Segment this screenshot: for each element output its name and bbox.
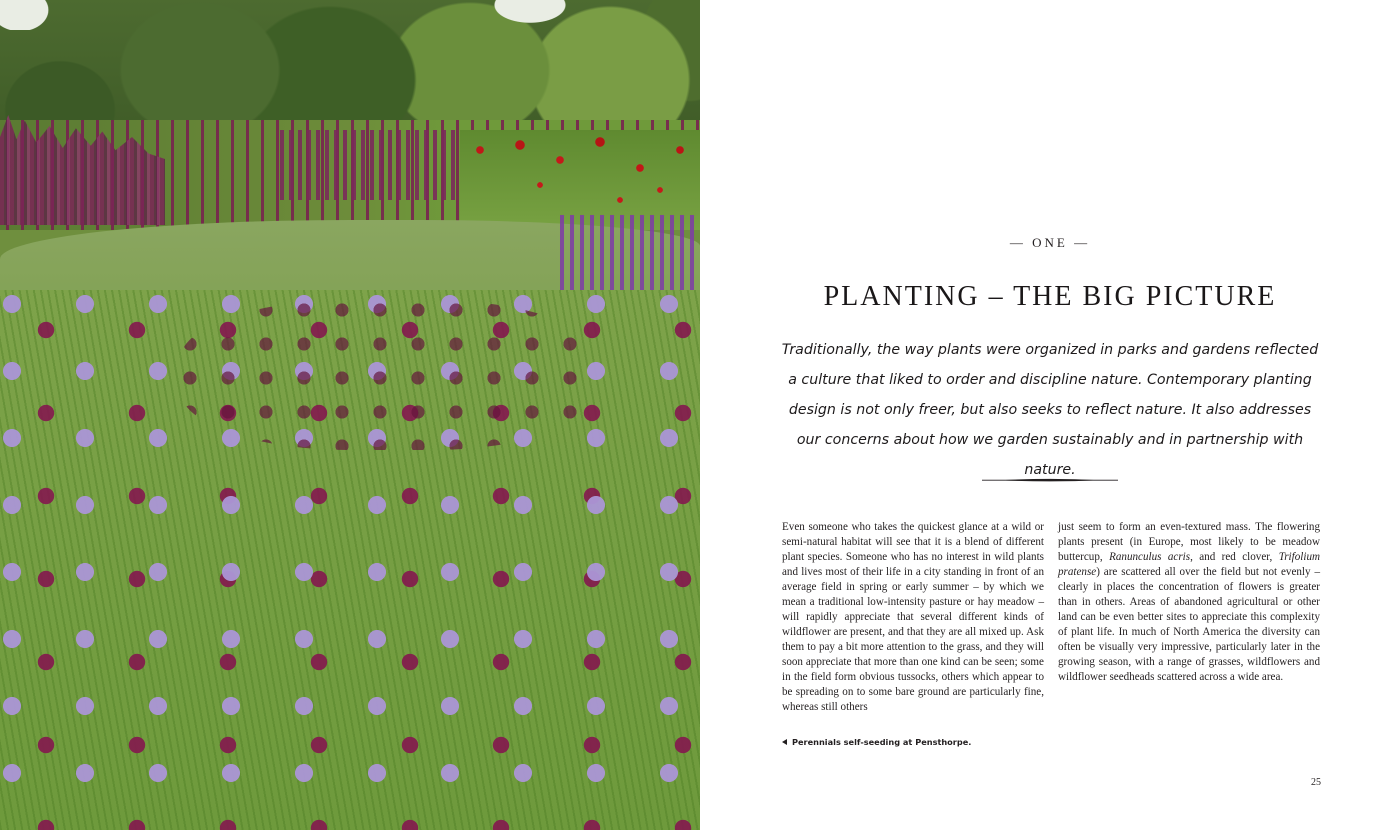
- species-name: Trifolium pratense: [1058, 551, 1320, 578]
- photo-sky: [0, 0, 700, 30]
- photo-caption: [782, 737, 971, 747]
- left-triangle-icon: [782, 739, 787, 745]
- right-page-text: [700, 0, 1400, 830]
- caption-text: Perennials self-seeding at Pensthorpe.: [792, 737, 972, 747]
- species-name: Ranunculus acris: [1109, 551, 1191, 563]
- body-text: ) are scattered all over the field but not evenly – clearly in places the concentration of flowers is greater than in others. Areas of abandoned agricultural or other land can be even better sites to appreciate this complexity of plant life. In much of North America the diversity can often be visually very impressive, particularly later in the growing season, with a range of grasses, wildflowers and wildflower seedheads scattered across a wide area.: [1058, 566, 1320, 683]
- body-text-column-right: [1058, 520, 1320, 685]
- body-text: just seem to form an even-textured mass. The flowering plants present (in Europe, most likely to be meadow buttercup,: [1058, 521, 1320, 563]
- chapter-intro: Traditionally, the way plants were organized in parks and gardens reflected a culture that liked to order and discipline nature. Contemporary planting design is not only freer, but also seeks to reflect nature. It also addresses our concerns about how we garden sustainably and in partnership with nature.: [781, 342, 1319, 478]
- page-number: 25: [1311, 777, 1321, 788]
- chapter-number-label: — ONE —: [1009, 235, 1091, 250]
- photo-purple-loosestrife-middle: [280, 130, 460, 200]
- ornament-rule-divider: [982, 478, 1118, 482]
- body-text-column-left: Even someone who takes the quickest glance at a wild or semi-natural habitat will see that it is a blend of different plant species. Someone who has no interest in wild plants and lives most of their life in a city standing in front of an average field in spring or early summer – by which we mean a traditional low-intensity pasture or hay meadow – will rapidly appreciate that several different kinds of wildflower are present, and that they are all mixed up. Ask them to pay a bit more attention to the grass, and they will soon appreciate that more than one kind can be seen; some in the field form obvious tussocks, others which appear to be spreading on to some bare ground are particularly fine, whereas still others: [782, 521, 1044, 713]
- body-text: , and red clover,: [1190, 551, 1279, 563]
- photo-dark-dianthus-drift: [180, 300, 600, 450]
- chapter-title: PLANTING – THE BIG PICTURE: [823, 281, 1277, 312]
